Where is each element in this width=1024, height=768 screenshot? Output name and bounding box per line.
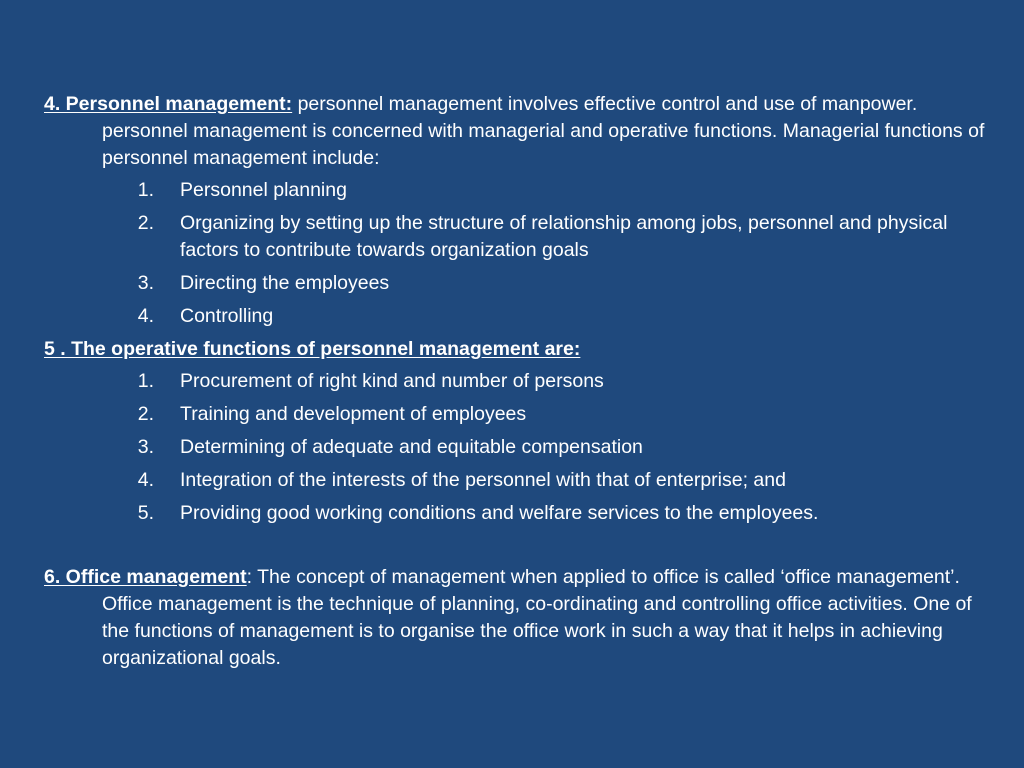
list-item — [44, 177, 1004, 204]
list-item-text: Organizing by setting up the structure of relationship among jobs, personnel and physical factors to contribute towards organization goals — [180, 212, 948, 261]
list-item — [44, 434, 1004, 461]
list-item-number: 1. — [137, 370, 154, 392]
list-item-number: 3. — [137, 272, 154, 294]
list-item-number: 4. — [137, 305, 154, 327]
section-5-paragraph — [44, 336, 1004, 363]
list-item-number: 5. — [137, 502, 154, 524]
section-4-heading: 4. Personnel management: — [44, 93, 293, 115]
section-4-paragraph — [44, 91, 1004, 172]
list-item-text: Training and development of employees — [180, 403, 527, 425]
list-item-text: Providing good working conditions and welfare services to the employees. — [180, 502, 819, 524]
list-item — [44, 401, 1004, 428]
list-item — [44, 303, 1004, 330]
slide-content — [44, 91, 1004, 672]
list-item-text: Controlling — [180, 305, 274, 327]
list-item-text: Integration of the interests of the personnel with that of enterprise; and — [180, 469, 786, 491]
list-item-text: Directing the employees — [180, 272, 390, 294]
list-item — [44, 210, 1004, 264]
list-item — [44, 500, 1004, 527]
spacer — [44, 533, 1004, 564]
list-item-text: Determining of adequate and equitable compensation — [180, 436, 643, 458]
list-item — [44, 270, 1004, 297]
list-item-number: 2. — [137, 403, 154, 425]
managerial-functions-list — [44, 177, 1004, 330]
list-item-text: Personnel planning — [180, 179, 347, 201]
section-6-text: : The concept of management when applied to office is called ‘office management’. Office management is the technique of planning, co-ordinating and controlling office activities. One of the functions of management is to organise the office work in such a way that it helps in achieving organizational goals. — [102, 566, 972, 669]
list-item-number: 3. — [137, 436, 154, 458]
section-4-text: personnel management involves effective control and use of manpower. personnel management is concerned with managerial and operative functions. Managerial functions of personnel management include: — [102, 93, 985, 169]
list-item — [44, 467, 1004, 494]
list-item-text: Procurement of right kind and number of persons — [180, 370, 604, 392]
list-item — [44, 368, 1004, 395]
section-5-heading: 5 . The operative functions of personnel management are: — [44, 338, 581, 360]
section-6-paragraph — [44, 564, 1004, 672]
list-item-number: 4. — [137, 469, 154, 491]
list-item-number: 2. — [137, 212, 154, 234]
operative-functions-list — [44, 368, 1004, 527]
section-6-heading: 6. Office management — [44, 566, 247, 588]
list-item-number: 1. — [137, 179, 154, 201]
